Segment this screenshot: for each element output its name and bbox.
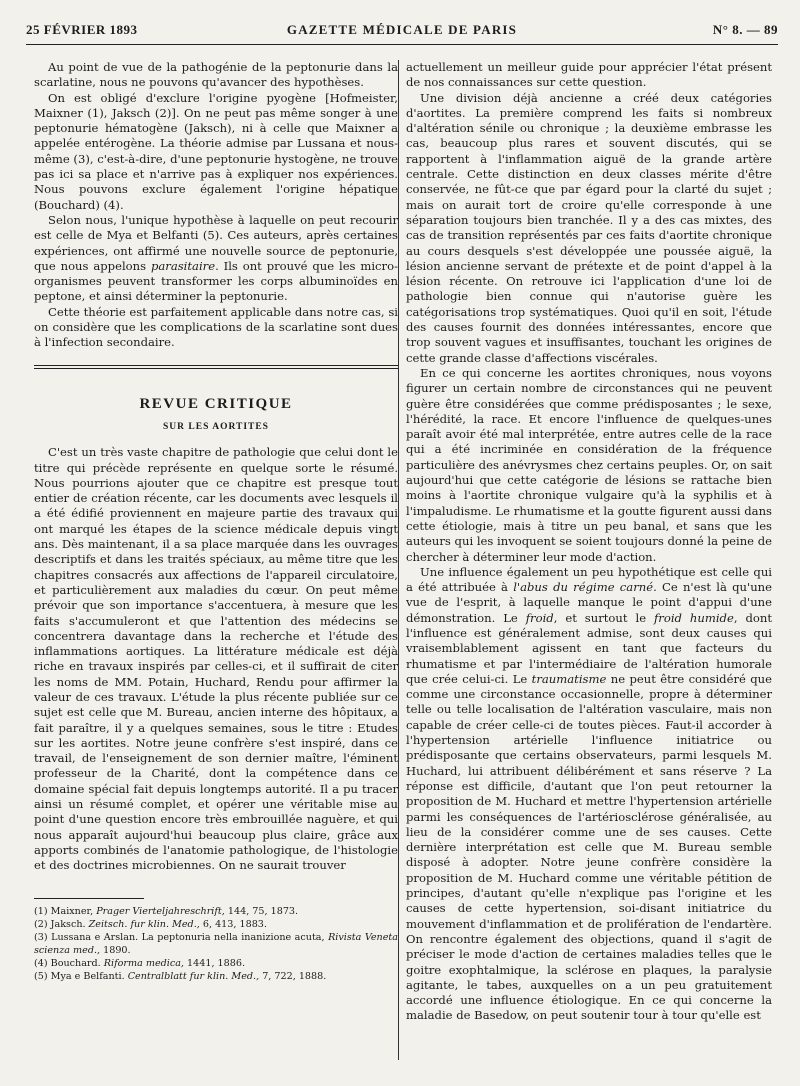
header-rule xyxy=(26,44,778,45)
italic-term: traumatisme xyxy=(531,671,607,686)
footnote-rule xyxy=(34,898,144,899)
paragraph: C'est un très vaste chapitre de pathologie que celui dont le titre qui précède représente en quelque sorte le résumé. Nous pourrions ajouter que ce chapitre est presque tout entier de création récente, car les documents avec lesquels il a été édifié proviennent en majeure partie des travaux qui ont marqué les étapes de la science médicale depuis vingt ans. Dès maintenant, il a sa place marquée dans les ouvrages descriptifs et dans les traités spéciaux, au même titre que les chapitres consacrés aux affections de l'appareil circulatoire, et particulièrement aux maladies du cœur. On peut même prévoir que son importance s'accentuera, à mesure que les faits s'accumuleront et que l'attention des médecins se concentrera davantage dans la recherche et l'étude des inflammations aortiques. La littérature médicale est déjà riche en travaux inspirés par celles-ci, et il suffirait de citer les noms de MM. Potain, Huchard, Rendu pour affirmer la valeur de ces travaux. L'étude la plus récente publiée sur ce sujet est celle que M. Bureau, ancien interne des hôpitaux, a fait paraître, il y a quelques semaines, sous le titre : Etudes sur les aortites. Notre jeune confrère s'est inspiré, dans ce travail, de l'enseignement de son dernier maître, l'éminent professeur de la Charité, dont la compétence dans ce domaine spécial fait depuis longtemps autorité. Il a pu tracer ainsi un résumé complet, et opérer une véritable mise au point d'une question encore très embrouillée naguère, et qui nous apparaît aujourd'hui beaucoup plus claire, grâce aux apports combinés de l'anatomie pathologique, de l'histologie et des doctrines microbiennes. On ne saurait trouver xyxy=(34,445,398,873)
italic-term: froid xyxy=(525,610,554,625)
paragraph: actuellement un meilleur guide pour apprécier l'état présent de nos connaissances sur cette question. xyxy=(406,60,772,90)
paragraph: Au point de vue de la pathogénie de la peptonurie dans la scarlatine, nous ne pouvons qu'avancer des hypothèses. xyxy=(34,60,398,90)
paragraph-text: . Ils ont prouvé que les micro-organismes peuvent transformer les corps albuminoïdes en peptone, et ainsi déterminer la peptonurie. xyxy=(34,258,398,304)
footnote: (3) Lussana e Arslan. La peptonuria nella inanizione acuta, Rivista Veneta scienza med., 1890. xyxy=(34,931,398,956)
footnote: (4) Bouchard. Riforma medica, 1441, 1886. xyxy=(34,957,246,969)
paragraph-text: Selon nous, l'unique hypothèse à laquelle on peut recourir est celle de Mya et Belfanti (5). Ces auteurs, après certaines expériences, ont affirmé une nouvelle source de peptonurie, que nous appelons xyxy=(34,212,398,273)
header-date: 25 FÉVRIER 1893 xyxy=(26,22,138,37)
right-column xyxy=(406,60,772,1024)
paragraph: Cette théorie est parfaitement applicable dans notre cas, si on considère que les complications de la scarlatine sont dues à l'infection secondaire. xyxy=(34,304,398,350)
paragraph: On est obligé d'exclure l'origine pyogène [Hofmeister, Maixner (1), Jaksch (2)]. On ne peut pas même songer à une peptonurie hématogène (Jaksch), ni à celle que Maixner a appelée entérogène. La théorie admise par Lussana et nous-même (3), c'est-à-dire, d'une peptonurie hystogène, ne trouve pas ici sa place et n'arrive pas à expliquer nos expériences. Nous pouvons exclure également l'origine hépatique (Bouchard) (4). xyxy=(34,90,398,212)
page-header xyxy=(26,22,778,44)
footnote: (1) Maixner, Prager Vierteljahreschrift, 144, 75, 1873. xyxy=(34,905,299,917)
left-column xyxy=(34,60,398,983)
paragraph: En ce qui concerne les aortites chroniques, nous voyons figurer un certain nombre de circonstances qui ne peuvent guère être considérées que comme prédisposantes ; le sexe, l'hérédité, la race. Et encore l'influence de quelques-unes paraît avoir été mal interprétée, entre autres celle de la race qui a été incriminée en considération de la fréquence particulière des anévrysmes chez certains peuples. Or, on sait aujourd'hui que cette catégorie de lésions se rattache bien moins à l'aortite chronique vulgaire qu'à la syphilis et à l'impaludisme. Le rhumatisme et la goutte figurent aussi dans cette étiologie, mais à titre un peu banal, et sans que les auteurs qui les invoquent se soient toujours donné la peine de chercher à déterminer leur mode d'action. xyxy=(406,365,772,564)
footnote: (5) Mya e Belfanti. Centralblatt fur klin. Med., 7, 722, 1888. xyxy=(34,970,327,982)
section-title: REVUE CRITIQUE xyxy=(139,395,293,412)
footnote: (2) Jaksch. Zeitsch. fur klin. Med., 6, 413, 1883. xyxy=(34,918,267,930)
header-journal-title: GAZETTE MÉDICALE DE PARIS xyxy=(286,22,518,37)
column-rule xyxy=(398,60,399,1060)
paragraph: Une division déjà ancienne a créé deux catégories d'aortites. La première comprend les faits si nombreux d'altération sénile ou chronique ; la deuxième embrasse les cas, beaucoup plus rares et souvent discutés, qui se rapportent à l'inflammation aiguë de la grande artère centrale. Cette distinction en deux classes mérite d'être conservée, ne fût-ce que par égard pour la clarté du sujet ; mais on aurait tort de croire qu'elle corresponde à une séparation toujours bien tranchée. Il y a des cas mixtes, des cas de transition représentés par ces faits d'aortite chronique au cours desquels s'est développée une poussée aiguë, la lésion ancienne servant de prétexte et de point d'appel à la lésion récente. On retrouve ici l'application d'une loi de pathologie bien connue qui n'autorise guère les catégorisations trop systématiques. Quoi qu'il en soit, l'étude des causes fournit des données intéressantes, encore que trop souvent vagues et insuffisantes, touchant les origines de cette grande classe d'affections viscérales. xyxy=(406,90,772,365)
section-separator xyxy=(34,365,398,369)
italic-term: parasitaire xyxy=(150,258,216,273)
footnotes xyxy=(34,905,398,983)
italic-term: l'abus du régime carné xyxy=(513,580,654,595)
section-subtitle: SUR LES AORTITES xyxy=(163,421,269,432)
paragraph xyxy=(34,213,398,305)
italic-term: froid humide xyxy=(654,610,734,625)
header-issue-number: N° 8. — 89 xyxy=(712,22,778,37)
paragraph: Une influence également un peu hypothétique est celle qui a été attribuée à l'abus du régime carné. Ce n'est là qu'une vue de l'esprit, à laquelle manque le point d'appui d'une démonstration. Le froid, et surtout le froid humide, dont l'influence est généralement admise, sont deux causes qui vraisemblablement agissent en tant que facteurs du rhumatisme et par l'intermédiaire de l'altération humorale que crée celui-ci. Le traumatisme ne peut être considéré que comme une circonstance occasionnelle, propre à déterminer telle ou telle localisation de l'altération vasculaire, mais non capable de créer celle-ci de toutes pièces. Faut-il accorder à l'hypertension artérielle l'influence initiatrice ou prédisposante que certains observateurs, parmi lesquels M. Huchard, lui attribuent délibérément et sans réserve ? La réponse est difficile, d'autant que l'on peut retourner la proposition de M. Huchard et mettre l'hypertension artérielle parmi les conséquences de l'artériosclérose généralisée, au lieu de la considérer comme une de ses causes. Cette dernière interprétation est celle que M. Bureau semble disposé à adopter. Notre jeune confrère considère la proposition de M. Huchard comme une véritable pétition de principes, d'autant qu'elle n'explique pas l'origine et les causes de cette hypertension, soi-disant initiatrice du mouvement d'inflammation et de prolifération de l'endartère. On rencontre également des objections, quand il s'agit de préciser le mode d'action de certaines maladies telles que le goitre exophtalmique, la sclérose en plaques, la paralysie agitante, le tabes, auxquelles on a un peu gratuitement accordé une influence étiologique. En ce qui concerne la maladie de Basedow, on peut soutenir tour à tour qu'elle est xyxy=(406,564,772,1023)
